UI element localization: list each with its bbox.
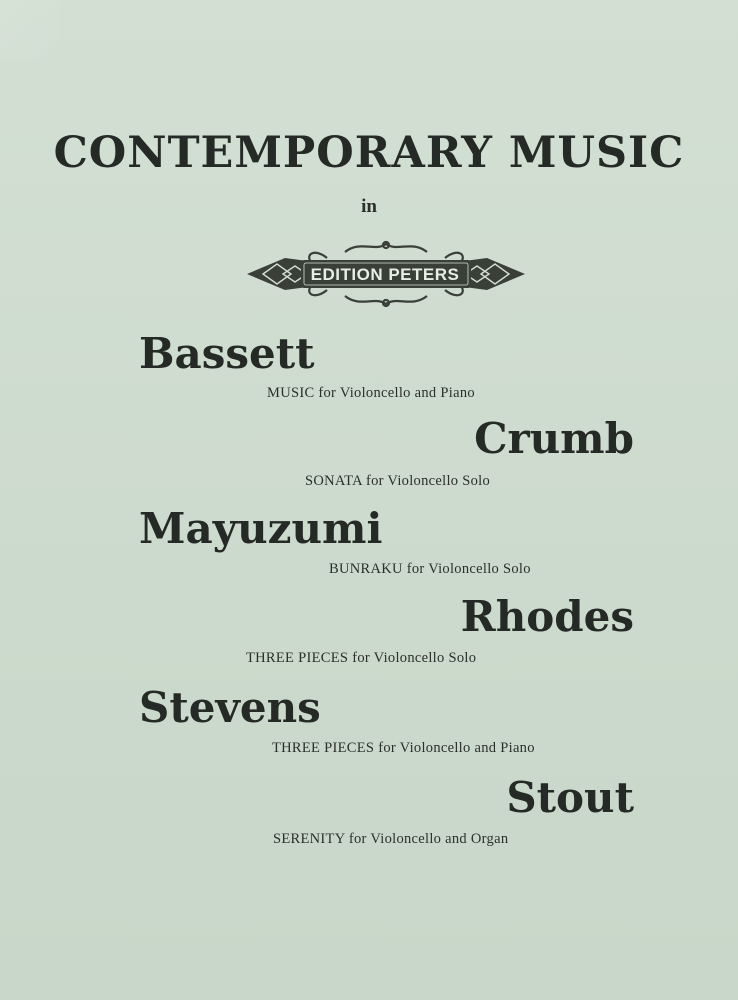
- work-title: MUSIC for Violoncello and Piano: [267, 385, 475, 401]
- composer-name: Crumb: [474, 414, 634, 463]
- composer-name: Mayuzumi: [139, 504, 383, 553]
- corner-crease: [0, 0, 60, 60]
- composer-name: Stout: [506, 773, 634, 822]
- work-title: SONATA for Violoncello Solo: [305, 473, 491, 489]
- composer-name: Rhodes: [460, 592, 634, 641]
- work-title: THREE PIECES for Violoncello and Piano: [272, 740, 535, 756]
- work-title: SERENITY for Violoncello and Organ: [273, 831, 509, 847]
- connector-word: in: [361, 196, 377, 217]
- work-title: BUNRAKU for Violoncello Solo: [329, 561, 531, 577]
- composer-name: Stevens: [139, 683, 321, 732]
- composer-name: Bassett: [139, 329, 315, 378]
- work-title: THREE PIECES for Violoncello Solo: [246, 650, 477, 666]
- page-title: CONTEMPORARY MUSIC: [53, 128, 685, 178]
- publisher-name: EDITION PETERS: [310, 265, 460, 284]
